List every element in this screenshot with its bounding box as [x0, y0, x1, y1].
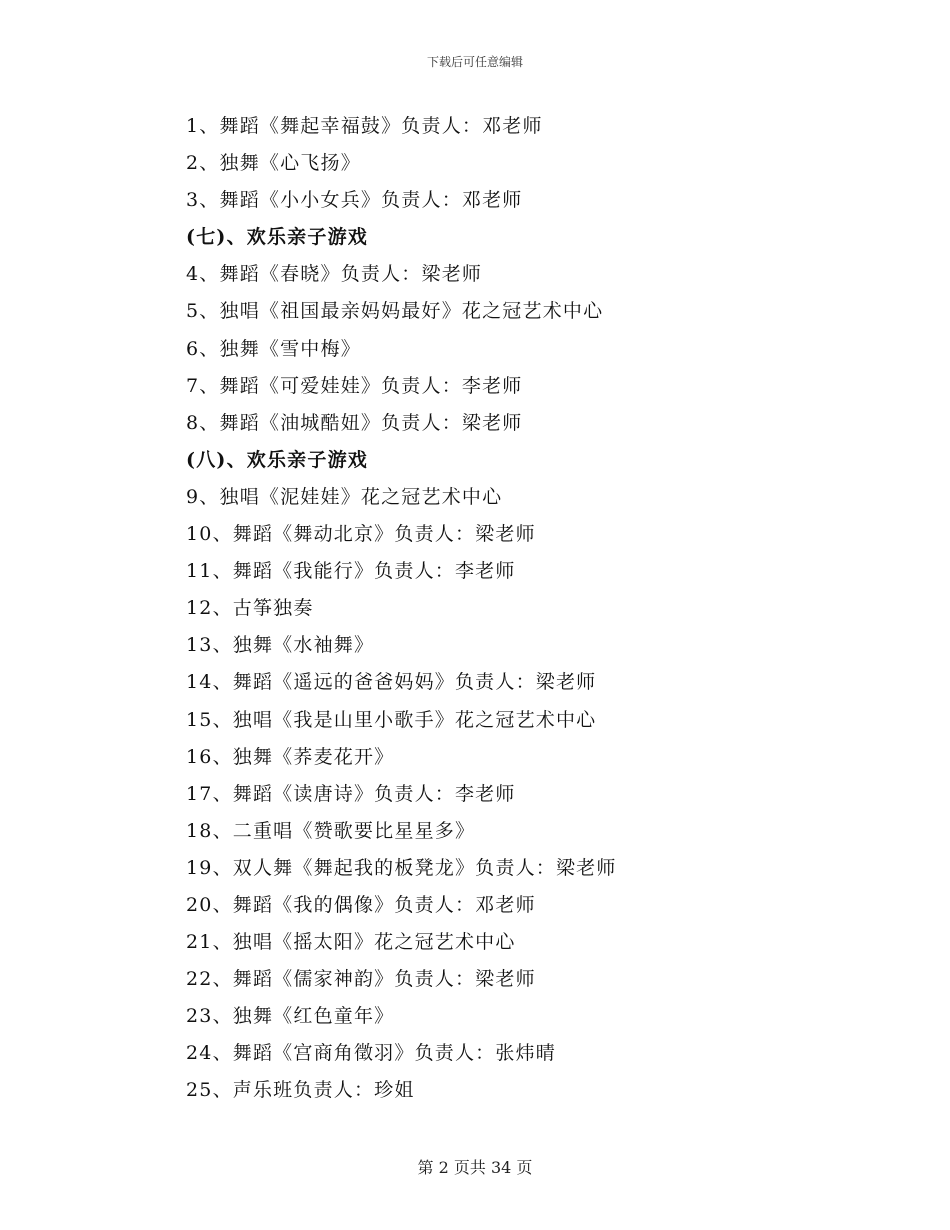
program-item: 2、独舞《心飞扬》	[186, 152, 361, 175]
program-item: 1、舞蹈《舞起幸福鼓》负责人：邓老师	[186, 115, 543, 137]
program-item: 19、双人舞《舞起我的板凳龙》负责人：梁老师	[186, 856, 617, 879]
program-item: 14、舞蹈《遥远的爸爸妈妈》负责人：梁老师	[186, 671, 597, 694]
program-item: 7、舞蹈《可爱娃娃》负责人：李老师	[186, 374, 523, 397]
program-item: 9、独唱《泥娃娃》花之冠艺术中心	[186, 485, 503, 508]
program-item: 25、声乐班负责人：珍姐	[186, 1079, 415, 1102]
program-item: 3、舞蹈《小小女兵》负责人：邓老师	[186, 189, 523, 212]
program-item: 13、独舞《水袖舞》	[186, 634, 375, 657]
program-item: 18、二重唱《赞歌要比星星多》	[186, 819, 476, 842]
header-note: 下载后可任意编辑	[426, 55, 523, 69]
program-item: 5、独唱《祖国最亲妈妈最好》花之冠艺术中心	[186, 300, 604, 323]
page-number: 第 2 页共 34 页	[417, 1158, 533, 1177]
program-item: 24、舞蹈《宫商角徵羽》负责人：张炜晴	[186, 1042, 556, 1065]
program-item: 12、古筝独奏	[186, 597, 314, 620]
program-item: 6、独舞《雪中梅》	[186, 337, 361, 360]
program-item: 8、舞蹈《油城酷妞》负责人：梁老师	[186, 411, 523, 434]
program-item: 22、舞蹈《儒家神韵》负责人：梁老师	[186, 968, 536, 991]
program-item: 20、舞蹈《我的偶像》负责人：邓老师	[186, 893, 536, 916]
program-item: 23、独舞《红色童年》	[186, 1005, 395, 1028]
program-list	[186, 108, 617, 1110]
section-heading: (八)、欢乐亲子游戏	[186, 448, 368, 471]
program-item: 15、独唱《我是山里小歌手》花之冠艺术中心	[186, 708, 597, 731]
program-item: 16、独舞《荞麦花开》	[186, 745, 395, 768]
program-item: 17、舞蹈《读唐诗》负责人：李老师	[186, 782, 516, 805]
section-heading: (七)、欢乐亲子游戏	[186, 226, 368, 249]
program-item: 11、舞蹈《我能行》负责人：李老师	[186, 560, 516, 583]
program-item: 21、独唱《摇太阳》花之冠艺术中心	[186, 931, 516, 954]
program-item: 4、舞蹈《春晓》负责人：梁老师	[186, 263, 483, 286]
program-item: 10、舞蹈《舞动北京》负责人：梁老师	[186, 523, 536, 546]
